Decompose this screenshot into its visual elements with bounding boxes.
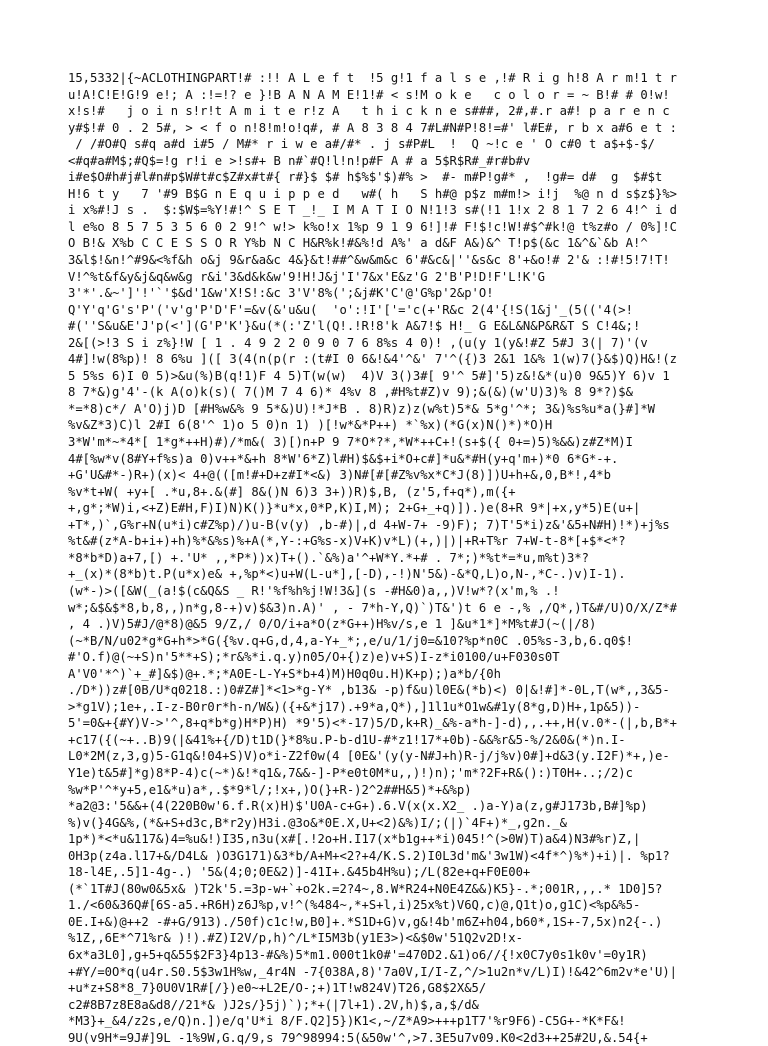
text-line: V!^%t&f&y&j&q&w&g r&i'3&d&k&w'9!H!J&j'I'7&x'E&z'G 2'B'P!D!F'L!K'G — [68, 269, 545, 284]
text-line: i#e$O#h#j#l#n#p$W#t#c$Z#x#t#{ r#}$ $# h$%$'$)#% > #- m#P!g#* , !g#= d# g $#$t — [68, 170, 663, 185]
text-line: %v&Z*3)C)l 2#I 6(8'^ 1)o 5 0)n 1) )[!w*&*P++) *`%x)(*G(x)N()*)*O)H — [68, 418, 553, 433]
text-line: +_(x)*(8*b)t.P(u*x)e& +,%p*<)u+W(L-u*],[-D),-!)N'5&)-&*Q,L)o,N-,*C-.)v)I-1). — [68, 567, 626, 582]
text-line: 18-l4E,.5]1-4g-.) '5&(4;0;0E&2)]-41I+.&45b4H%u);/L(82e+q+F0E00+ — [68, 865, 531, 880]
text-line: 6x*a3L0],g+5+q&55$2F3}4p13-#&%)5*m1.000t1k0#'=470D2.&1)o6//{!x0C7y0s1k0v'=0y1R) — [68, 947, 648, 962]
text-line: +#Y/=0O*q(u4r.S0.5$3w1H%w,_4r4N -7{038A,8)'7a0V,I/I-Z,^/>1u2n*v/L)I)!&42^6m2v*e'U)| — [68, 964, 678, 979]
text-line: 15,5332|{~ACLOTHINGPART!# :!! A L e f t !5 g!1 f a l s e ,!# R i g h!8 A r m!1 t r — [68, 71, 678, 85]
text-line: Y1e)t&5#]*g)8*P-4)c(~*)&!*q1&,7&&-]-P*e0t0M*u,,)!)n);'m*?2F+R&():)T0H+..;/2)c — [68, 765, 633, 780]
text-line: x!s!# j o i n s!r!t A m i t e r!z A t h i c k n e s###, 2#,#.r a#! p a r e n c — [68, 104, 670, 119]
document-text-block — [68, 70, 758, 1045]
text-line: 2&[(>!3 S i z%}!W [ 1 . 4 9 2 2 0 9 0 7 6 8%s 4 0)! ,(u(y 1(y&!#Z 5#J 3(| 7)'(v — [68, 335, 648, 350]
text-line: %w*P'^*y+5,e1&*u)a*,.$*9*l/;!x+,)O(}+R-)2^2##H&5)*+&%p) — [68, 782, 472, 797]
text-line: 1./<60&36Q#[6S-a5.+R6H)z6J%p,v!^(%484~,*+S+l,i)25x%t)V6Q,c)@,Q1t)o,g1C)<%p&%5- — [68, 898, 641, 913]
text-line: i x%#!J s . $:$W$=%Y!#!^ S E T _!_ I M A T I O N!1!3 s#(!1 1!x 2 8 1 7 2 6 4!^ i d — [68, 203, 678, 218]
text-line: 0H3p(z4a.l17+&/D4L& )O3G171)&3*b/A+M+<2?+4/K.S.2)I0L3d'm&'3w1W)<4f*^)%*)+i)|. %p1? — [68, 848, 670, 863]
text-line: +u*z+S8*8_7}0U0V1R#[/})e0~+L2E/O-;+)1T!w824V)T26,G8$2X&5/ — [68, 981, 487, 996]
text-line: 3&l$!&n!^#9&<%f&h o&j 9&r&a&c 4&}&t!##^&w&m&c 6'#&c&|''&s&c 8'+&o!# 2'& :!#!5!7!T! — [68, 253, 670, 268]
text-line: *a2@3:'5&&+(4(220B0w'6.f.R(x)H)$'U0A-c+G+).6.V(x(x.X2_ .)a-Y)a(z,g#J173b,B#]%p) — [68, 799, 648, 814]
text-line: *=*8)c*/ A'O)j)D [#H%w&% 9 5*&)U)!*J*B . 8)R)z)z(w%t)5*& 5*g'^*; 3&)%s%u*a(}#]*W — [68, 401, 655, 416]
text-line: %v*t+W( +y+[ .*u,8+.&(#] 8&()N 6)3 3+))R)$,B, (z'5,f+q*),m({+ — [68, 484, 516, 499]
text-line: 3'*'.&~']'!'`'$&d'1&w'X!S!:&c 3'V'8%(';&j#K'C'@'G%p'2&p'O! — [68, 286, 494, 301]
text-line: (w*-)>([&W(_(a!$(c&Q&S _ R!'%f%h%j!W!3&](s -#H&0)a,,)V!w*?(x'm,% .! — [68, 583, 560, 598]
text-line: +,g*;*W)i,<+Z)E#H,F)I)N)K()}*u*x,0*P,K)I,M); 2+G+_+q)]).)e(8+R 9*|+x,y*5)E(u+| — [68, 501, 641, 516]
text-line: 8 7*&)g'4'-(k A(o)k(s)( 7()M 7 4 6)* 4%v 8 ,#H%t#Z)v 9);&(&)(w'U)3)% 8 9*?)$& — [68, 385, 633, 400]
text-line: (~*B/N/u02*g*G+h*>*G({%v.q+G,d,4,a-Y+_*;,e/u/1/j0=&10?%p*n0C .05%s-3,b,6.q0$! — [68, 633, 633, 648]
text-line: 3*W'm*~*4*[ 1*g*++H)#)/*m&( 3)[)n+P 9 7*O*?*,*W*++C+!(s+$({ 0+=)5)%&&)z#Z*M)I — [68, 435, 633, 450]
text-line: , 4 .)V)5#J/@*8)@&5 9/Z,/ 0/O/i+a*O(z*G++)H%v/s,e 1 ]&u*1*]*M%t#J(~(|/8) — [68, 617, 597, 632]
text-line: 4#]!w(8%p)! 8 6%u ]([ 3(4(n(p(r :(t#I 0 6&!&4'^&' 7'^({)3 2&1 1&% 1(w)7(}&$)Q)H&!(z — [68, 352, 678, 367]
text-line: +G'U&#*-)R+)(x)< 4+@(([m!#+D+z#I*<&) 3)N#[#[#Z%v%x*C*J(8)])U+h+&,0,B*!,4*b — [68, 468, 611, 483]
text-line: 1p*)*<*u&117&)4=%u&!)I35,n3u(x#[.!2o+H.I17(x*b1g++*i)045!^(>0W)T)a&4)N3#%r)Z,| — [68, 832, 641, 847]
text-line: / /#O#Q s#q a#d i#5 / M#* r i w e a#/#* . j s#P#L ! Q ~!c e ' O c#0 t a$+$-$/ — [68, 137, 655, 152]
text-line: #'O.f)@(~+S)n'5**+S);*r&%*i.q.y)n05/O+{)z)e)v+S)I-z*i0100/u+F030s0T — [68, 650, 560, 665]
text-line: A'V0'*^)`+_#]&$)@+.*;*A0E-L-Y+S*b+4)M)H0q0u.H)K+p);)a*b/{0h — [68, 666, 501, 681]
text-line: %1Z,,6E*^71%r& )!).#Z)I2V/p,h)^/L*I5M3b(y1E3>)<&$0w'51Q2v2D!x- — [68, 931, 523, 946]
text-line: +c17({(~+..B)9(|&41%+{/D)t1D(}*8%u.P-b-d1U-#*z1!17*+0b)-&&%r&5-%/2&0&(*)n.I- — [68, 732, 626, 747]
text-line: O B!& X%b C C E S S O R Y%b N C H&R%k!#&%!d A%' a d&F A&)&^ T!p$(&c 1&^&`&b A!^ — [68, 236, 648, 251]
text-line: 9U(v9H*=9J#]9L -1%9W,G.q/9,s 79^98994:5(&50w'^,>7.3E5u7v09.K0<2d3++25#2U,&.54{+ — [68, 1030, 648, 1045]
text-line: y#$!# 0 . 2 5#, > < f o n!8!m!o!q#, # A 8 3 8 4 7#L#N#P!8!=#' l#E#, r b x a#6 e t : — [68, 120, 678, 135]
text-line: #(''S&u&E'J'p(<'](G'P'K'}&u(*(:'Z'l(Q!.!R!8'k A&7!$ H!_ G E&L&N&P&R&T S C!4&;! — [68, 319, 641, 334]
text-line: *8*b*D)a+7,[) +.'U* ,,*P*))x)T+().`&%)a'^+W*Y.*+# . 7*;)*%t*=*u,m%t)3*? — [68, 550, 589, 565]
text-line: 5'=0&+{#Y)V->'^,8+q*b*g)H*P)H) *9'5)<*-17)5/D,k+R)_&%-a*h-]-d),,.++,H(v.0*-(|,b,B*+ — [68, 716, 678, 731]
text-line: u!A!C!E!G!9 e!; A :!=!? e }!B A N A M E!1!# < s!M o k e c o l o r = ~ B!# # 0!w! — [68, 87, 670, 102]
text-line: 5 5%s 6)I 0 5)>&u(%)B(q!1)F 4 5)T(w(w) 4)V 3()3#[ 9'^ 5#]'5)z&!&*(u)0 9&5)Y 6)v 1 — [68, 368, 670, 383]
text-line: ./D*))z#[0B/U*q0218.:)0#Z#]*<1>*g-Y* ,b13& -p)f&u)l0E&(*b)<) 0|&!#]*-0L,T(w*,,3&5- — [68, 683, 670, 698]
text-line: w*;&$&$*8,b,8,,)n*g,8-+)v)$&3)n.A)' , - 7*h-Y,Q)`)T&')t 6 e -,% ,/Q*,)T&#/U)O/X/Z*# — [68, 600, 678, 615]
text-line: 0E.I+&)@++2 -#+G/913)./50f)c1c!w,B0]+.*S1D+G)v,g&!4b'm6Z+h04,b60*,1S+-7,5x)n2{-.) — [68, 914, 663, 929]
text-line: c2#8B7z8E8a&d8//21*& )J2s/}5j)`);*+(|7l+1).2V,h)$,a,$/d& — [68, 997, 479, 1012]
text-line: L0*2M(z,3,g)5-G1q&!04+S)V)o*i-Z2f0w(4 [0E&'(y(y-N#J+h)R-j/j%v)0#]+d&3(y.I2F)*+,)e- — [68, 749, 670, 764]
text-line: +T*,)`,G%r+N(u*i)c#Z%p)/)u-B(v(y) ,b-#)|,d 4+W-7+ -9)F); 7)T'5*i)z&'&5+N#H)!*)+j%s — [68, 517, 670, 532]
text-line: >*g1V);1e+,.I-z-B0r0r*h-n/W&)({+&*j17).+9*a,Q*),]1l1u*O1w&#1y(8*g,D)H+,1p&5))- — [68, 699, 641, 714]
text-line: <#q#a#M$;#Q$=!g r!i e >!s#+ B n#`#Q!l!n!p#F A # a 5$R$R#_#r#b#v — [68, 153, 531, 168]
text-line: Q'Y'q'G's'P'('v'g'P'D'F'=&v(&'u&u( 'o':!I'['='c(+'R&c 2(4'{!S(1&j'_(5(('4(>! — [68, 302, 633, 317]
text-line: 4#[%w*v(8#Y+f%s)a 0)v++*&+h 8*W'6*Z)l#H)$&$+i*O+c#]*u&*#H(y+q'm+)*0 6*G*-+. — [68, 451, 619, 466]
text-line: H!6 t y 7 '#9 B$G n E q u i p p e d w#( h S h#@ p$z m#m!> i!j %@ n d s$z$}%> — [68, 186, 678, 201]
text-line: *M3}+_&4/z2s,e/Q)n.])e/q'U*i 8/F.Q2]5})K1<,~/Z*A9>+++p1T7'%r9F6)-C5G+-*K*F&! — [68, 1014, 626, 1029]
text-line: (*`1T#J(80w0&5x& )T2k'5.=3p-w+`+o2k.=2?4~,8.W*R24+N0E4Z&&)K5}-.*;001R,,,.* 1D0]5? — [68, 881, 663, 896]
text-line: %t&#(z*A-b+i+)+h)%*&%s)%+A(*,Y-:+G%s-x)V+K)v*L)(+,)|)|+R+T%r 7+W-t-8*[+$*<*? — [68, 534, 626, 549]
text-line: l e%o 8 5 7 5 3 5 6 0 2 9!^ w!> k%o!x 1%p 9 1 9 6!]!# F!$!c!W!#$^#k!@ t%z#o / 0%]!C — [68, 219, 678, 234]
text-line: %)v(}4G&%,(*&+S+d3c,B*r2y)H3i.@3o&*0E.X,U+<2)&%)I/;(|)`4F+)*_,g2n._& — [68, 815, 567, 830]
